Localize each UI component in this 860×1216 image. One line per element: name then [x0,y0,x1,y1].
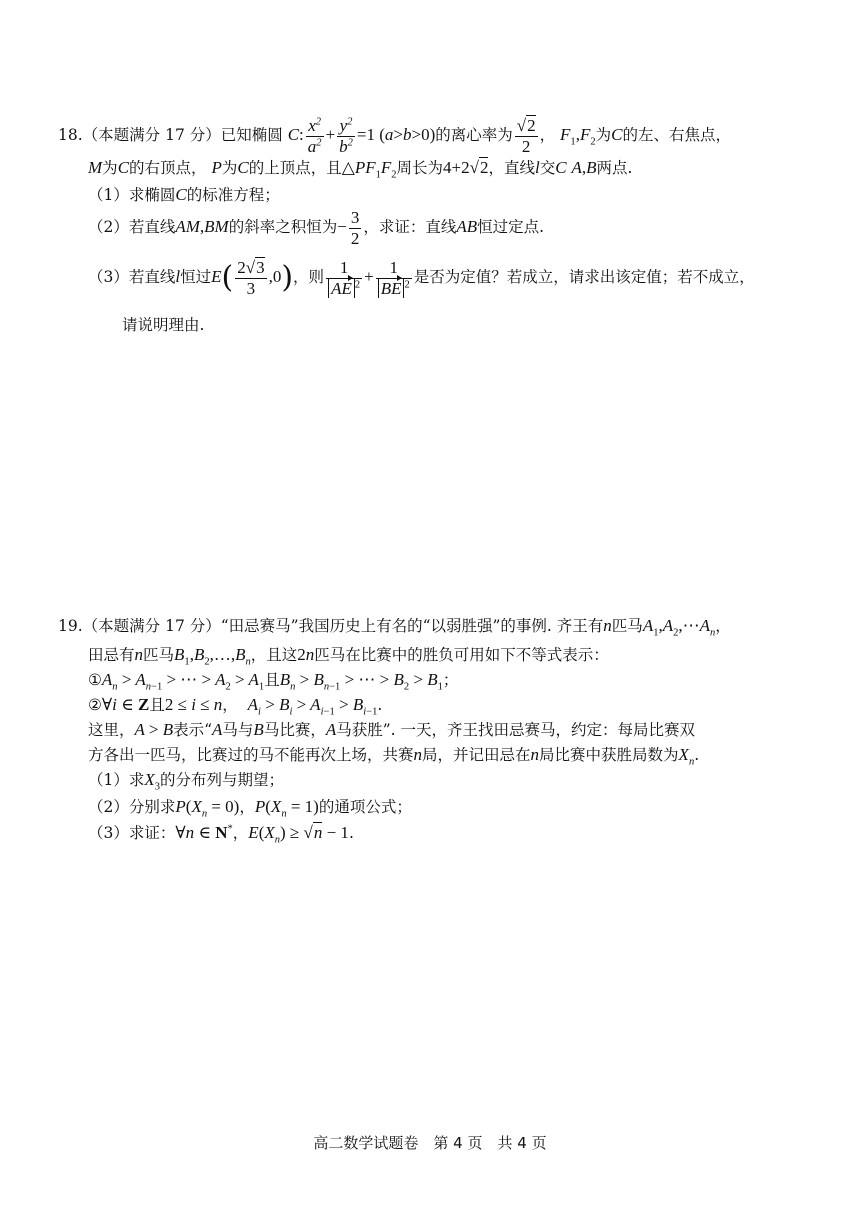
ellipse-equation: C: $\frac{x^2}{a^2}$ + $\frac{y^2}{b^2}$ =1 (a>b>0) [287,116,436,156]
q18-number: 18. [58,125,83,144]
q18-line2: M为C的右顶点， P为C的上顶点，且$\triangle PF_1F_2$周长为4+2√2，直线l交C A,B两点. [88,158,633,181]
q19-number: 19. [58,617,83,635]
q18-part2: （2）若直线AM,BM的斜率之积恒为− $\frac{3}{2}$ ，求证：直线AB恒过定点. [88,208,545,248]
q18-part3: （3）若直线l恒过E( $\frac{2√3}{3}$ ,0)，则 $\frac{1}{AE ^2}$ + $\frac{1}{BE ^2}$ 是否为定值？若成立，请求出该定值；若不成立， [88,258,755,298]
reciprocal-sum: $\frac{1}{AE ^2}$ + $\frac{1}{BE ^2}$ [324,267,414,286]
q19-line2: 田忌有n匹马$B_1,B_2,\dots,B_n$，且这2n匹马在比赛中的胜负可用如下不等式表示： [88,645,609,668]
footer-text: 高二数学试题卷 第 4 页 共 4 页 [313,1134,547,1152]
q19-line1: 19.（本题满分 17 分）“田忌赛马”我国历史上有名的“以弱胜强”的事例. 齐王有n匹马$A_1,A_2,\cdots A_n$， [58,616,731,639]
q18-line1: 18.（本题满分 17 分）已知椭圆 C: $\frac{x^2}{a^2}$ + $\frac{y^2}{b^2}$ =1 (a>b>0)的离心率为 $\frac{√2}{2}$ ， $F_1,F_2$为C的左、右焦点， [58,116,731,156]
q18-part1: （1）求椭圆C的标准方程； [88,185,280,204]
q18-score: （本题满分 17 分） [82,125,221,144]
q19-part2: （2）分别求$P(X_n = 0)$，$P(X_n = 1)$的通项公式； [88,797,412,820]
q19-part1: （1）求$X_3$的分布列与期望； [88,770,285,793]
q19-line5: 这里，A > B表示“A马与B马比赛，A马获胜”. 一天，齐王找田忌赛马，约定：每局比赛双 [88,720,695,739]
q19-condition2: ②∀i ∈ Z且2 ≤ i ≤ n， $A_i > B_i > A_{i-1} > B_{i-1}$. [88,695,383,718]
q19-score: （本题满分 17 分） [82,617,221,635]
q19-condition1: $①A_n > A_{n-1}$ > ⋯ > $A_2 > A_1$且$B_n > B_{n-1}$ > ⋯ > $B_2 > B_1$； [88,670,459,693]
point-e: E( $\frac{2√3}{3}$ ,0) [211,258,294,298]
q19-part3: （3）求证：∀n ∈ N*，$E(X_n) \ge √n - 1$. [88,823,354,846]
page-footer [0,1134,860,1152]
q18-part3-line2: 请说明理由. [122,316,205,334]
eccentricity-value: $\frac{√2}{2}$ [516,116,536,156]
q19-line6: 方各出一匹马，比赛过的马不能再次上场，共赛n局，并记田忌在n局比赛中获胜局数为$X_n$. [88,745,700,768]
